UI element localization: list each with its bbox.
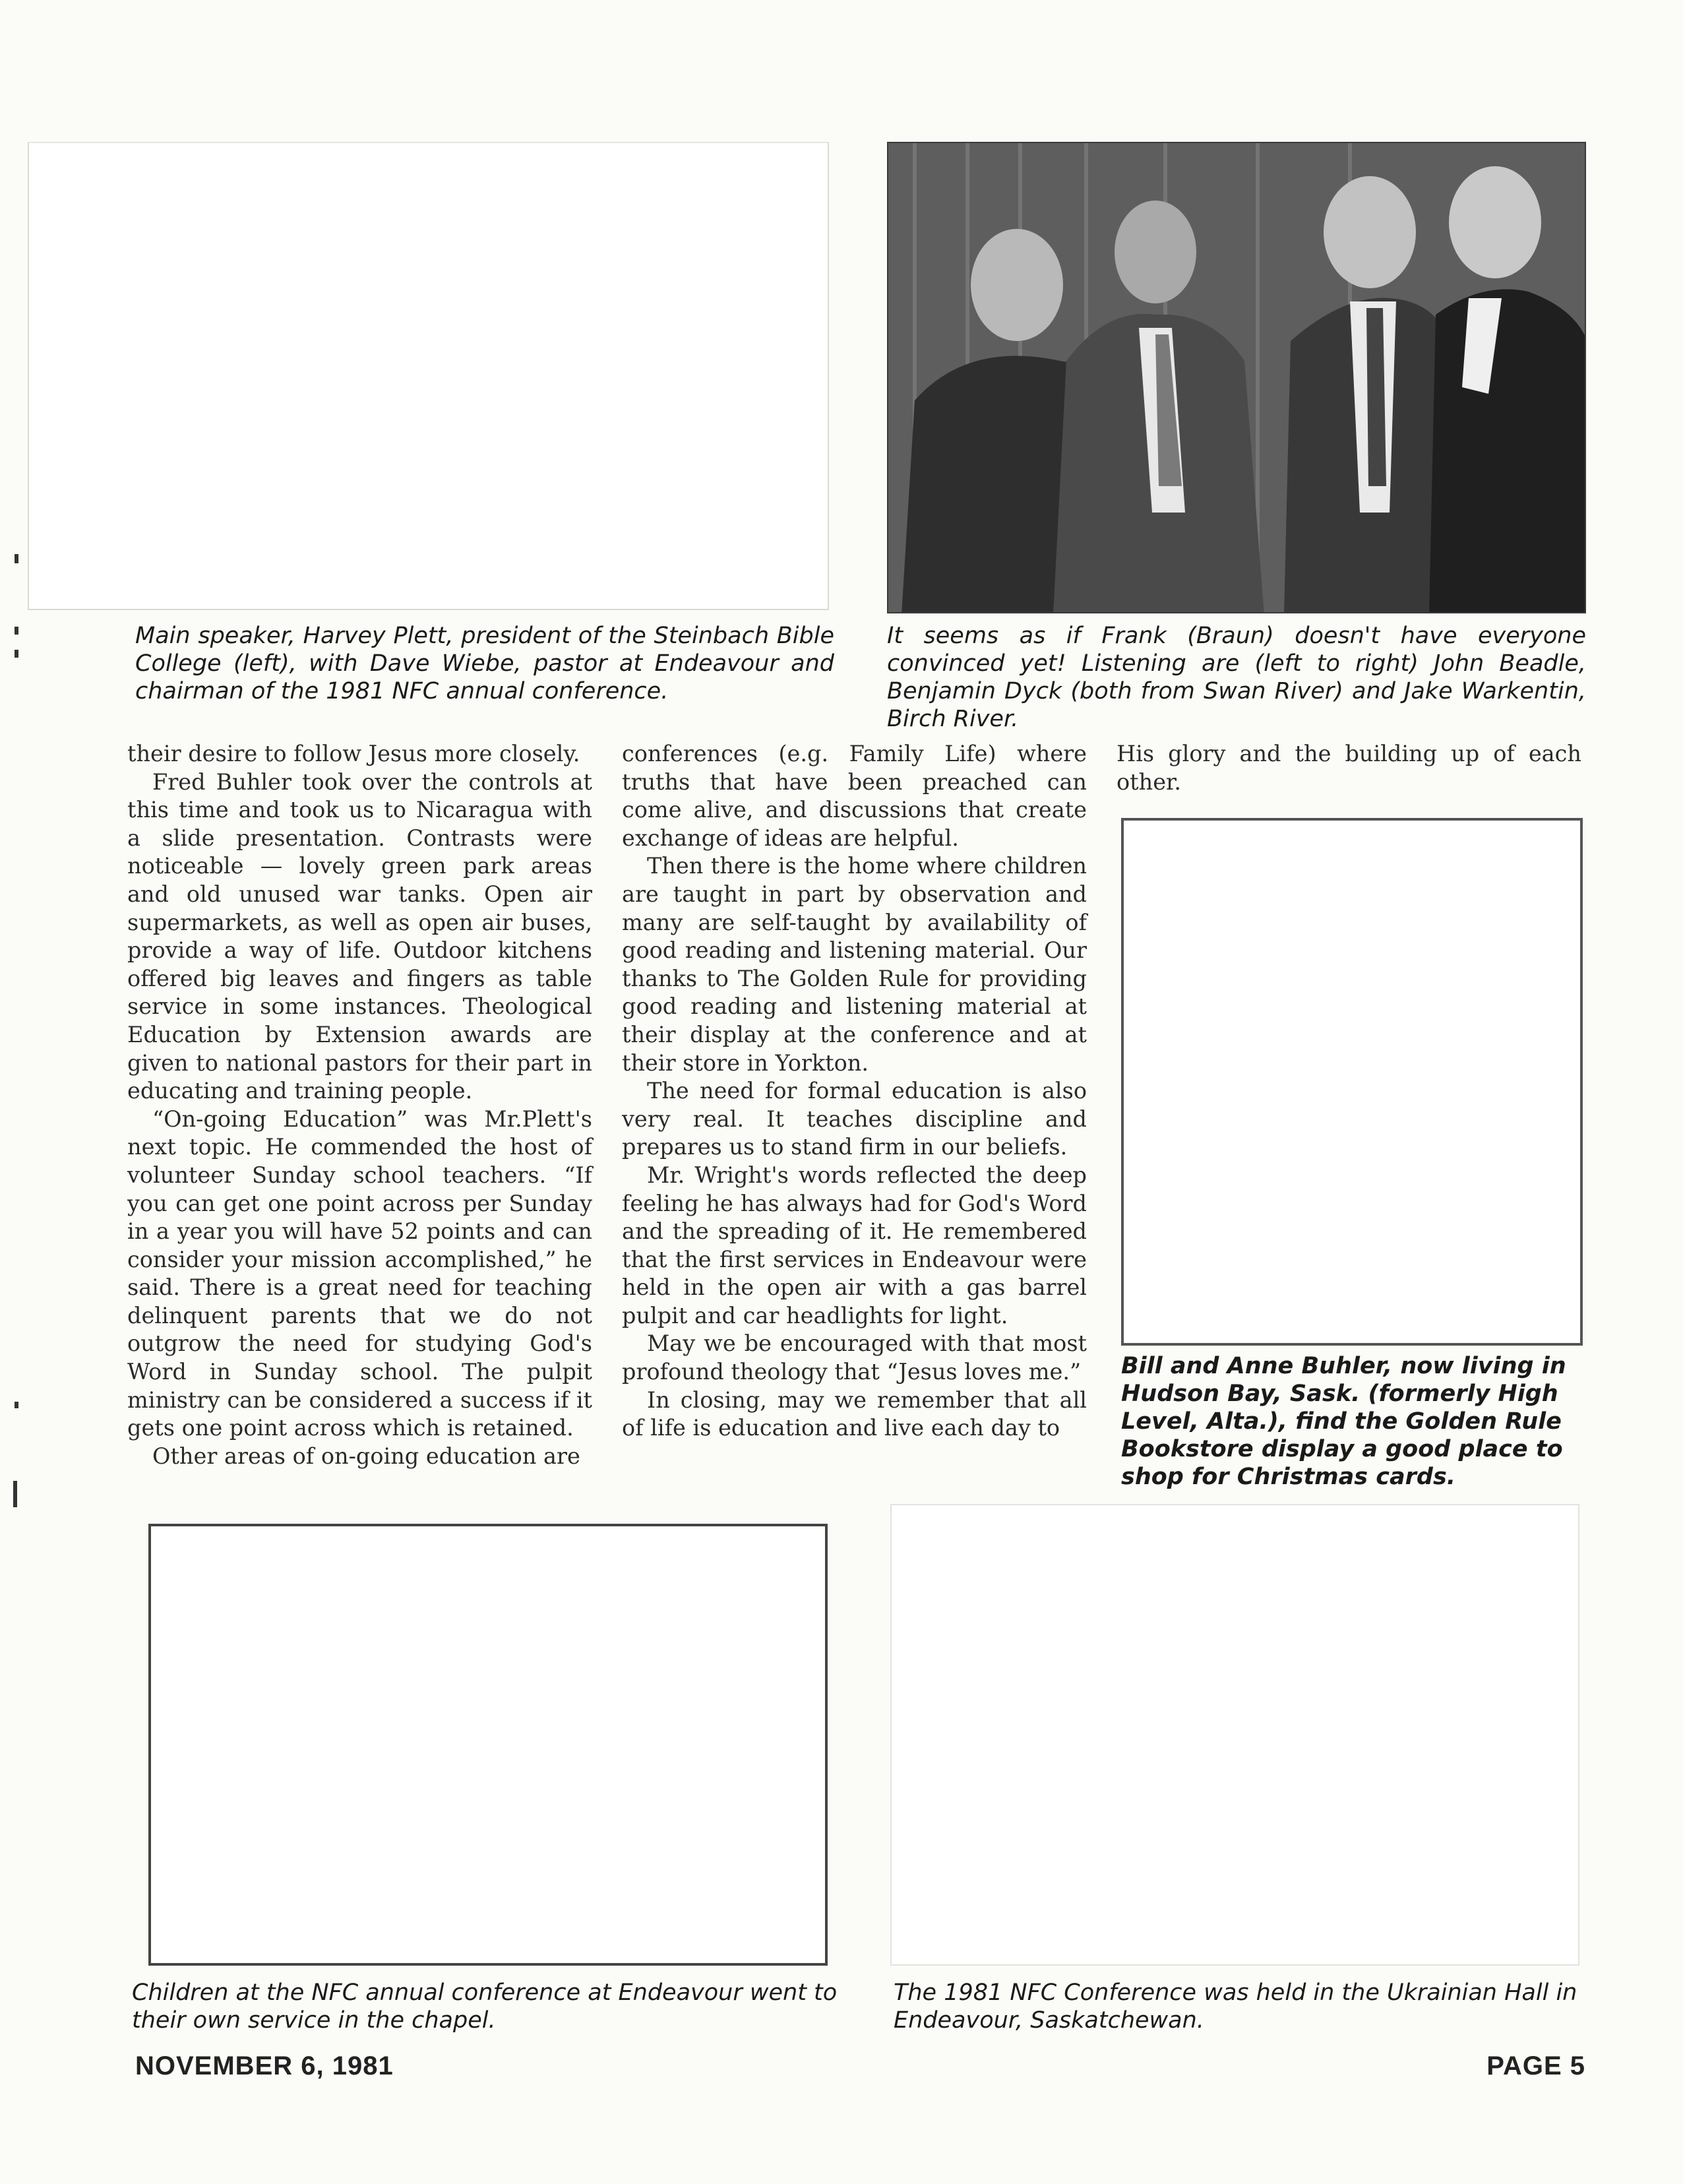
photo-ukrainian-hall <box>890 1504 1579 1966</box>
photo-frank-braun-group <box>887 142 1586 613</box>
article-paragraph: The need for formal education is also very real. It teaches discipline and prepares us to stand firm in our beliefs. <box>622 1078 1087 1160</box>
scan-mark <box>13 1481 17 1507</box>
photo-buhler-bookstore <box>1121 818 1583 1346</box>
issue-date: NOVEMBER 6, 1981 <box>135 2051 394 2080</box>
scan-mark <box>15 627 18 635</box>
scan-mark <box>15 1402 18 1408</box>
article-paragraph: conferences (e.g. Family Life) where truths that have been preached can come alive, and discussions that create exchange of ideas are helpful. <box>622 741 1087 851</box>
article-paragraph: their desire to follow Jesus more closely. <box>127 741 580 766</box>
article-paragraph: “On-going Education” was Mr.Plett's next topic. He commended the host of volunteer Sunday school teachers. “If you can get one point across per Sunday in a year you will have 52 points and can consider your mission accomplished,” he said. There is a great need for teaching delinquent parents that we do not outgrow the need for studying God's Word in Sunday school. The pulpit ministry can be considered a success if it gets one point across which is retained. <box>127 1106 592 1441</box>
page-number: PAGE 5 <box>1486 2051 1585 2080</box>
article-paragraph: Then there is the home where children are taught in part by observation and many are self-taught by availability of good reading and listening material. Our thanks to The Golden Rule for providing good reading and listening material at their display at the conference and at their store in Yorkton. <box>622 853 1087 1076</box>
caption-children-service: Children at the NFC annual conference at Endeavour went to their own service in the chapel. <box>132 1980 838 2034</box>
article-column-2 <box>622 740 1087 1443</box>
article-paragraph: May we be encouraged with that most profound theology that “Jesus loves me.” <box>622 1330 1087 1385</box>
article-paragraph: His glory and the building up of each other. <box>1117 741 1581 795</box>
caption-harvey-plett: Main speaker, Harvey Plett, president of the Steinbach Bible College (left), with Dave Wiebe, pastor at Endeavour and chairman of the 1981 NFC annual conference. <box>135 623 834 704</box>
article-paragraph: Mr. Wright's words reflected the deep feeling he has always had for God's Word and the spreading of it. He remembered that the first services in Endeavour were held in the open air with a gas barrel pulpit and car headlights for light. <box>622 1162 1087 1328</box>
caption-buhler-bookstore: Bill and Anne Buhler, now living in Hudson Bay, Sask. (formerly High Level, Alta.), find the Golden Rule Bookstore display a good place to shop for Christmas cards. <box>1121 1353 1566 1490</box>
caption-frank-braun-group: It seems as if Frank (Braun) doesn't have everyone convinced yet! Listening are (left to right) John Beadle, Benjamin Dyck (both from Swan River) and Jake Warkentin, Birch River. <box>887 623 1586 732</box>
article-paragraph: Other areas of on-going education are <box>152 1443 580 1469</box>
article-column-3 <box>1117 740 1581 796</box>
photo-children-service <box>148 1524 828 1966</box>
scan-mark <box>15 650 18 658</box>
article-column-1 <box>127 740 592 1470</box>
scan-mark <box>15 554 18 563</box>
article-paragraph: In closing, may we remember that all of life is education and live each day to <box>622 1387 1087 1441</box>
photo-harvey-plett <box>28 142 829 610</box>
photo-group-illustration <box>888 143 1586 613</box>
article-paragraph: Fred Buhler took over the controls at this time and took us to Nicaragua with a slide presentation. Contrasts were noticeable — lovely green park areas and old unused war tanks. Open air supermarkets, as well as open air buses, provide a way of life. Outdoor kitchens offered big leaves and fingers as table service in some instances. Theological Education by Extension awards are given to national pastors for their part in educating and training people. <box>127 768 592 1104</box>
caption-ukrainian-hall: The 1981 NFC Conference was held in the Ukrainian Hall in Endeavour, Saskatchewan. <box>894 1980 1577 2034</box>
